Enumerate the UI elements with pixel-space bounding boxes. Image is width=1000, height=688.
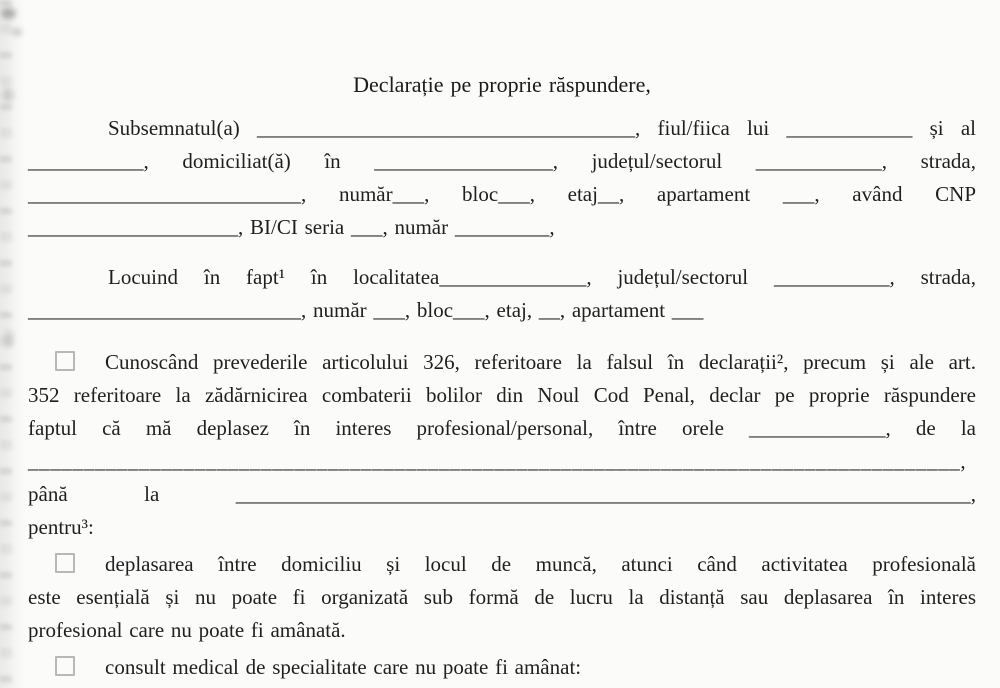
checkbox-medical[interactable]	[55, 656, 75, 676]
declaration-blank-line-until: până la ______________________________________________________________________,	[28, 482, 976, 506]
residence-line-1: Locuind în fapt¹ în localitatea______________, județul/sectorul ___________, strada,	[108, 265, 976, 289]
reason-work-line-1	[28, 548, 976, 581]
declaration-line-1-text: Cunoscând prevederile articolului 326, referitoare la falsul în declarații², precum și ale art.	[105, 350, 976, 374]
checkbox-declaration[interactable]	[55, 351, 75, 371]
identity-line-3: __________________________, număr___, bloc___, etaj__, apartament ___, având CNP	[28, 182, 976, 206]
paragraph-reason-medical	[28, 651, 976, 684]
declaration-line-2: 352 referitoare la zădărnicirea combaterii bolilor din Noul Cod Penal, declar pe proprie răspundere	[28, 383, 976, 407]
reason-work-line-2: este esențială și nu poate fi organizată sub formă de lucru la distanță sau deplasarea în interes	[28, 585, 976, 609]
reason-medical-line-1-text: consult medical de specialitate care nu poate fi amânat:	[105, 655, 582, 679]
scan-smudge	[12, 28, 22, 36]
paragraph-identity	[28, 112, 976, 244]
scan-smudge	[2, 88, 14, 102]
declaration-blank-line-from: ____________________________________________________________________________________,	[28, 449, 967, 473]
scan-smudge	[4, 330, 14, 348]
identity-line-4: ____________________, BI/CI seria ___, număr _________,	[28, 215, 555, 239]
document-content	[28, 0, 976, 684]
identity-line-1: Subsemnatul(a) ____________________________________, fiul/fiica lui ____________ și al	[108, 116, 976, 140]
scan-edge-noise	[0, 0, 12, 688]
reason-work-line-3: profesional care nu poate fi amânată.	[28, 618, 346, 642]
scan-edge-artifact	[0, 0, 26, 688]
paragraph-declaration	[28, 346, 976, 544]
declaration-line-1	[28, 346, 976, 379]
scan-smudge	[1, 8, 16, 19]
paragraph-residence	[28, 261, 976, 327]
residence-line-2: __________________________, număr ___, bloc___, etaj, __, apartament ___	[28, 298, 704, 322]
declaration-line-3: faptul că mă deplasez în interes profesional/personal, între orele _____________, de la	[28, 416, 976, 440]
checkbox-travel-work[interactable]	[55, 553, 75, 573]
reason-medical-line-1	[28, 651, 976, 684]
identity-line-2: ___________, domiciliat(ă) în _________________, județul/sectorul ____________, strada,	[28, 149, 976, 173]
declaration-line-6: pentru³:	[28, 515, 94, 539]
reason-work-line-1-text: deplasarea între domiciliu și locul de muncă, atunci când activitatea profesională	[105, 552, 976, 576]
document-title: Declarație pe proprie răspundere,	[353, 72, 651, 97]
paragraph-reason-work	[28, 548, 976, 647]
